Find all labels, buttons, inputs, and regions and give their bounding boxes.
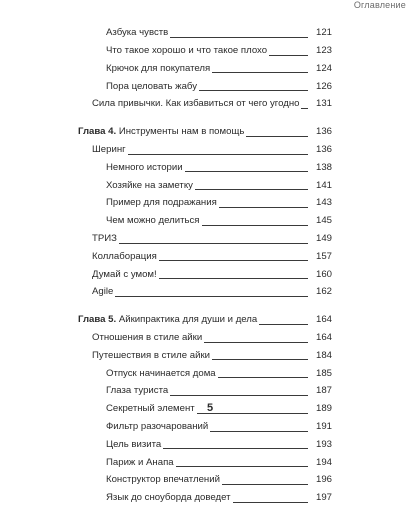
- toc-entry-text: Инструменты нам в помощь: [118, 126, 245, 138]
- toc-entry-text: Сила привычки. Как избавиться от чего угодно: [92, 98, 300, 110]
- toc-page-number: 121: [315, 27, 332, 39]
- toc-entry-text: Айкипрактика для души и дела: [118, 314, 258, 326]
- toc-entry-title: [78, 475, 220, 487]
- leader-line: [210, 431, 308, 432]
- toc-entry-text: Чем можно делиться: [106, 215, 200, 227]
- toc-subsection-entry[interactable]: [78, 157, 332, 175]
- toc-entry-text: Путешествия в стиле айки: [92, 349, 211, 361]
- toc-section-entry[interactable]: [78, 93, 332, 111]
- toc-page-number: 162: [315, 286, 332, 298]
- toc-section-entry[interactable]: [78, 345, 332, 363]
- toc-page-number: 143: [315, 197, 332, 209]
- toc-entry-text: Хозяйке на заметку: [106, 179, 193, 191]
- toc-subsection-entry[interactable]: [78, 451, 332, 469]
- leader-line: [246, 136, 308, 137]
- toc-entry-title: [78, 458, 174, 470]
- toc-section-entry[interactable]: [78, 263, 332, 281]
- table-of-contents: [78, 22, 332, 505]
- toc-page-number: 138: [315, 161, 332, 173]
- toc-subsection-entry[interactable]: [78, 380, 332, 398]
- toc-entry-text: Немного истории: [106, 161, 183, 173]
- toc-subsection-entry[interactable]: [78, 174, 332, 192]
- toc-page-number: 145: [315, 215, 332, 227]
- toc-subsection-entry[interactable]: [78, 487, 332, 505]
- toc-page-number: 136: [315, 143, 332, 155]
- toc-entry-title: [78, 287, 113, 299]
- toc-section-entry[interactable]: [78, 246, 332, 264]
- toc-entry-title: [78, 252, 157, 264]
- toc-subsection-entry[interactable]: [78, 210, 332, 228]
- toc-page-number: 136: [315, 126, 332, 138]
- toc-section-entry[interactable]: [78, 139, 332, 157]
- leader-line: [199, 90, 308, 91]
- leader-line: [163, 448, 308, 449]
- toc-entry-title: [78, 64, 210, 76]
- toc-section-entry[interactable]: [78, 281, 332, 299]
- toc-subsection-entry[interactable]: [78, 469, 332, 487]
- toc-subsection-entry[interactable]: [78, 75, 332, 93]
- toc-entry-title: [78, 145, 126, 157]
- toc-page-number: 164: [315, 314, 332, 326]
- toc-subsection-entry[interactable]: [78, 434, 332, 452]
- toc-page-number: 197: [315, 492, 332, 504]
- toc-entry-title: [78, 127, 244, 139]
- toc-entry-text: Пример для подражания: [106, 197, 217, 209]
- toc-page-number: 123: [315, 45, 332, 56]
- toc-page-number: 189: [315, 403, 332, 415]
- toc-page-number: 184: [315, 349, 332, 361]
- toc-entry-title: [78, 493, 231, 505]
- section-gap: [78, 111, 332, 121]
- chapter-label: Глава 4.: [78, 126, 117, 138]
- toc-page-number: 164: [315, 331, 332, 343]
- toc-entry-text: Париж и Анапа: [106, 456, 174, 468]
- leader-line: [176, 466, 308, 467]
- toc-page-number: 141: [315, 179, 332, 191]
- toc-page-number: 126: [315, 80, 332, 92]
- toc-page-number: 191: [315, 420, 332, 432]
- toc-entry-title: [78, 99, 299, 111]
- leader-line: [202, 225, 309, 226]
- toc-page-number: 160: [315, 268, 332, 280]
- leader-line: [212, 72, 308, 73]
- toc-entry-title: [78, 163, 183, 175]
- leader-line: [212, 359, 308, 360]
- toc-entry-text: Секретный элемент: [106, 403, 195, 415]
- toc-subsection-entry[interactable]: [78, 58, 332, 76]
- leader-line: [119, 243, 308, 244]
- toc-entry-title: [78, 351, 210, 363]
- leader-line: [218, 377, 308, 378]
- toc-page-number: 193: [315, 438, 332, 450]
- toc-entry-text: ТРИЗ: [92, 232, 117, 244]
- toc-entry-title: [78, 198, 217, 210]
- leader-line: [233, 502, 308, 503]
- section-gap: [78, 299, 332, 309]
- toc-page-number: 157: [315, 250, 332, 262]
- toc-page-number: 185: [315, 367, 332, 379]
- leader-line: [115, 296, 308, 297]
- toc-entry-text: Глаза туриста: [106, 385, 169, 397]
- leader-line: [204, 342, 308, 343]
- toc-section-entry[interactable]: [78, 327, 332, 345]
- leader-line: [159, 278, 308, 279]
- toc-entry-text: Язык до сноуборда доведет: [106, 492, 231, 504]
- toc-entry-text: Коллаборация: [92, 250, 157, 262]
- toc-chapter-entry[interactable]: [78, 309, 332, 327]
- toc-entry-text: Цель визита: [106, 438, 162, 450]
- toc-entry-text: Азбука чувств: [106, 27, 169, 39]
- toc-entry-text: Фильтр разочарований: [106, 420, 209, 432]
- page-number: 5: [206, 402, 214, 414]
- toc-entry-text: Что такое хорошо и что такое плохо: [106, 45, 268, 56]
- toc-section-entry[interactable]: [78, 228, 332, 246]
- toc-entry-title: [78, 440, 161, 452]
- leader-line: [170, 395, 308, 396]
- toc-entry-title: [78, 315, 257, 327]
- toc-subsection-entry[interactable]: [78, 22, 332, 40]
- leader-line: [195, 189, 308, 190]
- toc-page-number: 194: [315, 456, 332, 468]
- toc-subsection-entry[interactable]: [78, 192, 332, 210]
- toc-page-number: 187: [315, 385, 332, 397]
- leader-line: [128, 154, 308, 155]
- toc-page-number: 149: [315, 232, 332, 244]
- toc-entry-text: Пора целовать жабу: [106, 80, 198, 92]
- toc-subsection-entry[interactable]: [78, 416, 332, 434]
- toc-entry-title: [78, 216, 200, 228]
- toc-entry-text: Думай с умом!: [92, 268, 157, 280]
- toc-chapter-entry[interactable]: [78, 121, 332, 139]
- leader-line: [159, 260, 308, 261]
- toc-entry-title: [78, 369, 216, 381]
- leader-line: [170, 37, 308, 38]
- leader-line: [185, 171, 308, 172]
- leader-line: [301, 108, 308, 109]
- toc-subsection-entry[interactable]: [78, 362, 332, 380]
- toc-page-number: 131: [315, 98, 332, 110]
- toc-entry-text: Шеринг: [92, 143, 126, 155]
- toc-page-number: 124: [315, 62, 332, 74]
- leader-line: [259, 324, 308, 325]
- toc-entry-title: [78, 386, 168, 398]
- toc-entry-title: [78, 333, 202, 345]
- leader-line: [219, 207, 308, 208]
- toc-entry-title: [78, 234, 117, 246]
- toc-entry-title: [78, 46, 267, 58]
- running-header: Оглавление: [353, 0, 406, 10]
- toc-entry-text: Крючок для покупателя: [106, 62, 211, 74]
- toc-entry-text: Конструктор впечатлений: [106, 474, 220, 486]
- toc-entry-title: [78, 181, 193, 193]
- toc-entry-title: [78, 422, 208, 434]
- toc-entry-text: Отношения в стиле айки: [92, 331, 203, 343]
- toc-entry-title: [78, 270, 157, 282]
- toc-entry-title: [78, 82, 197, 94]
- toc-subsection-entry[interactable]: [78, 40, 332, 58]
- toc-entry-text: Agile: [92, 286, 114, 298]
- leader-line: [222, 484, 308, 485]
- leader-line: [269, 55, 308, 56]
- toc-entry-title: [78, 28, 168, 40]
- toc-page-number: 196: [315, 474, 332, 486]
- chapter-label: Глава 5.: [78, 314, 117, 326]
- toc-entry-text: Отпуск начинается дома: [106, 367, 216, 379]
